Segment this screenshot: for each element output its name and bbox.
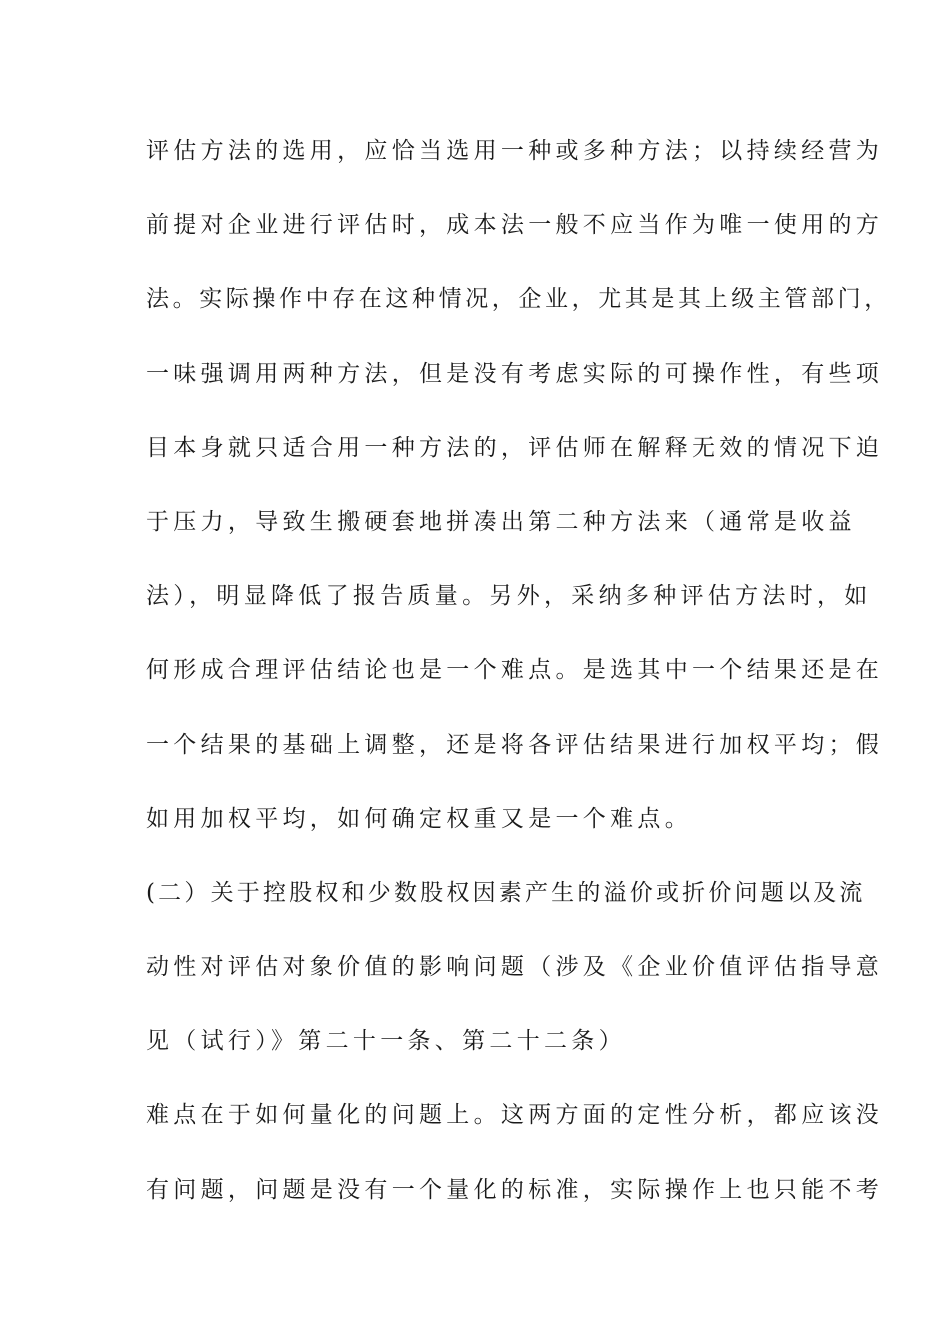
section-heading: 动性对评估对象价值的影响问题（涉及《企业价值评估指导意 <box>146 954 884 981</box>
section-heading: (二）关于控股权和少数股权因素产生的溢价或折价问题以及流 <box>146 879 866 906</box>
text-line: 难点在于如何量化的问题上。这两方面的定性分析，都应该没 <box>146 1102 884 1129</box>
text-line: 法），明显降低了报告质量。另外，采纳多种评估方法时，如 <box>146 583 872 610</box>
section-heading: 见（试行）》第二十一条、第二十二条） <box>146 1028 626 1055</box>
text-line: 一味强调用两种方法，但是没有考虑实际的可操作性，有些项 <box>146 360 884 387</box>
text-line: 一个结果的基础上调整，还是将各评估结果进行加权平均；假 <box>146 731 884 758</box>
text-line: 何形成合理评估结论也是一个难点。是选其中一个结果还是在 <box>146 657 884 684</box>
text-line: 于压力，导致生搬硬套地拼凑出第二种方法来（通常是收益 <box>146 508 856 535</box>
text-line: 法。实际操作中存在这种情况，企业，尤其是其上级主管部门， <box>146 286 891 313</box>
text-line: 评估方法的选用，应恰当选用一种或多种方法；以持续经营为 <box>146 138 884 164</box>
text-line: 前提对企业进行评估时，成本法一般不应当作为唯一使用的方 <box>146 212 884 239</box>
document-body <box>146 131 891 1244</box>
text-line: 如用加权平均，如何确定权重又是一个难点。 <box>146 805 692 832</box>
text-line: 目本身就只适合用一种方法的，评估师在解释无效的情况下迫 <box>146 434 884 461</box>
text-line: 有问题，问题是没有一个量化的标准，实际操作上也只能不考 <box>146 1176 884 1203</box>
